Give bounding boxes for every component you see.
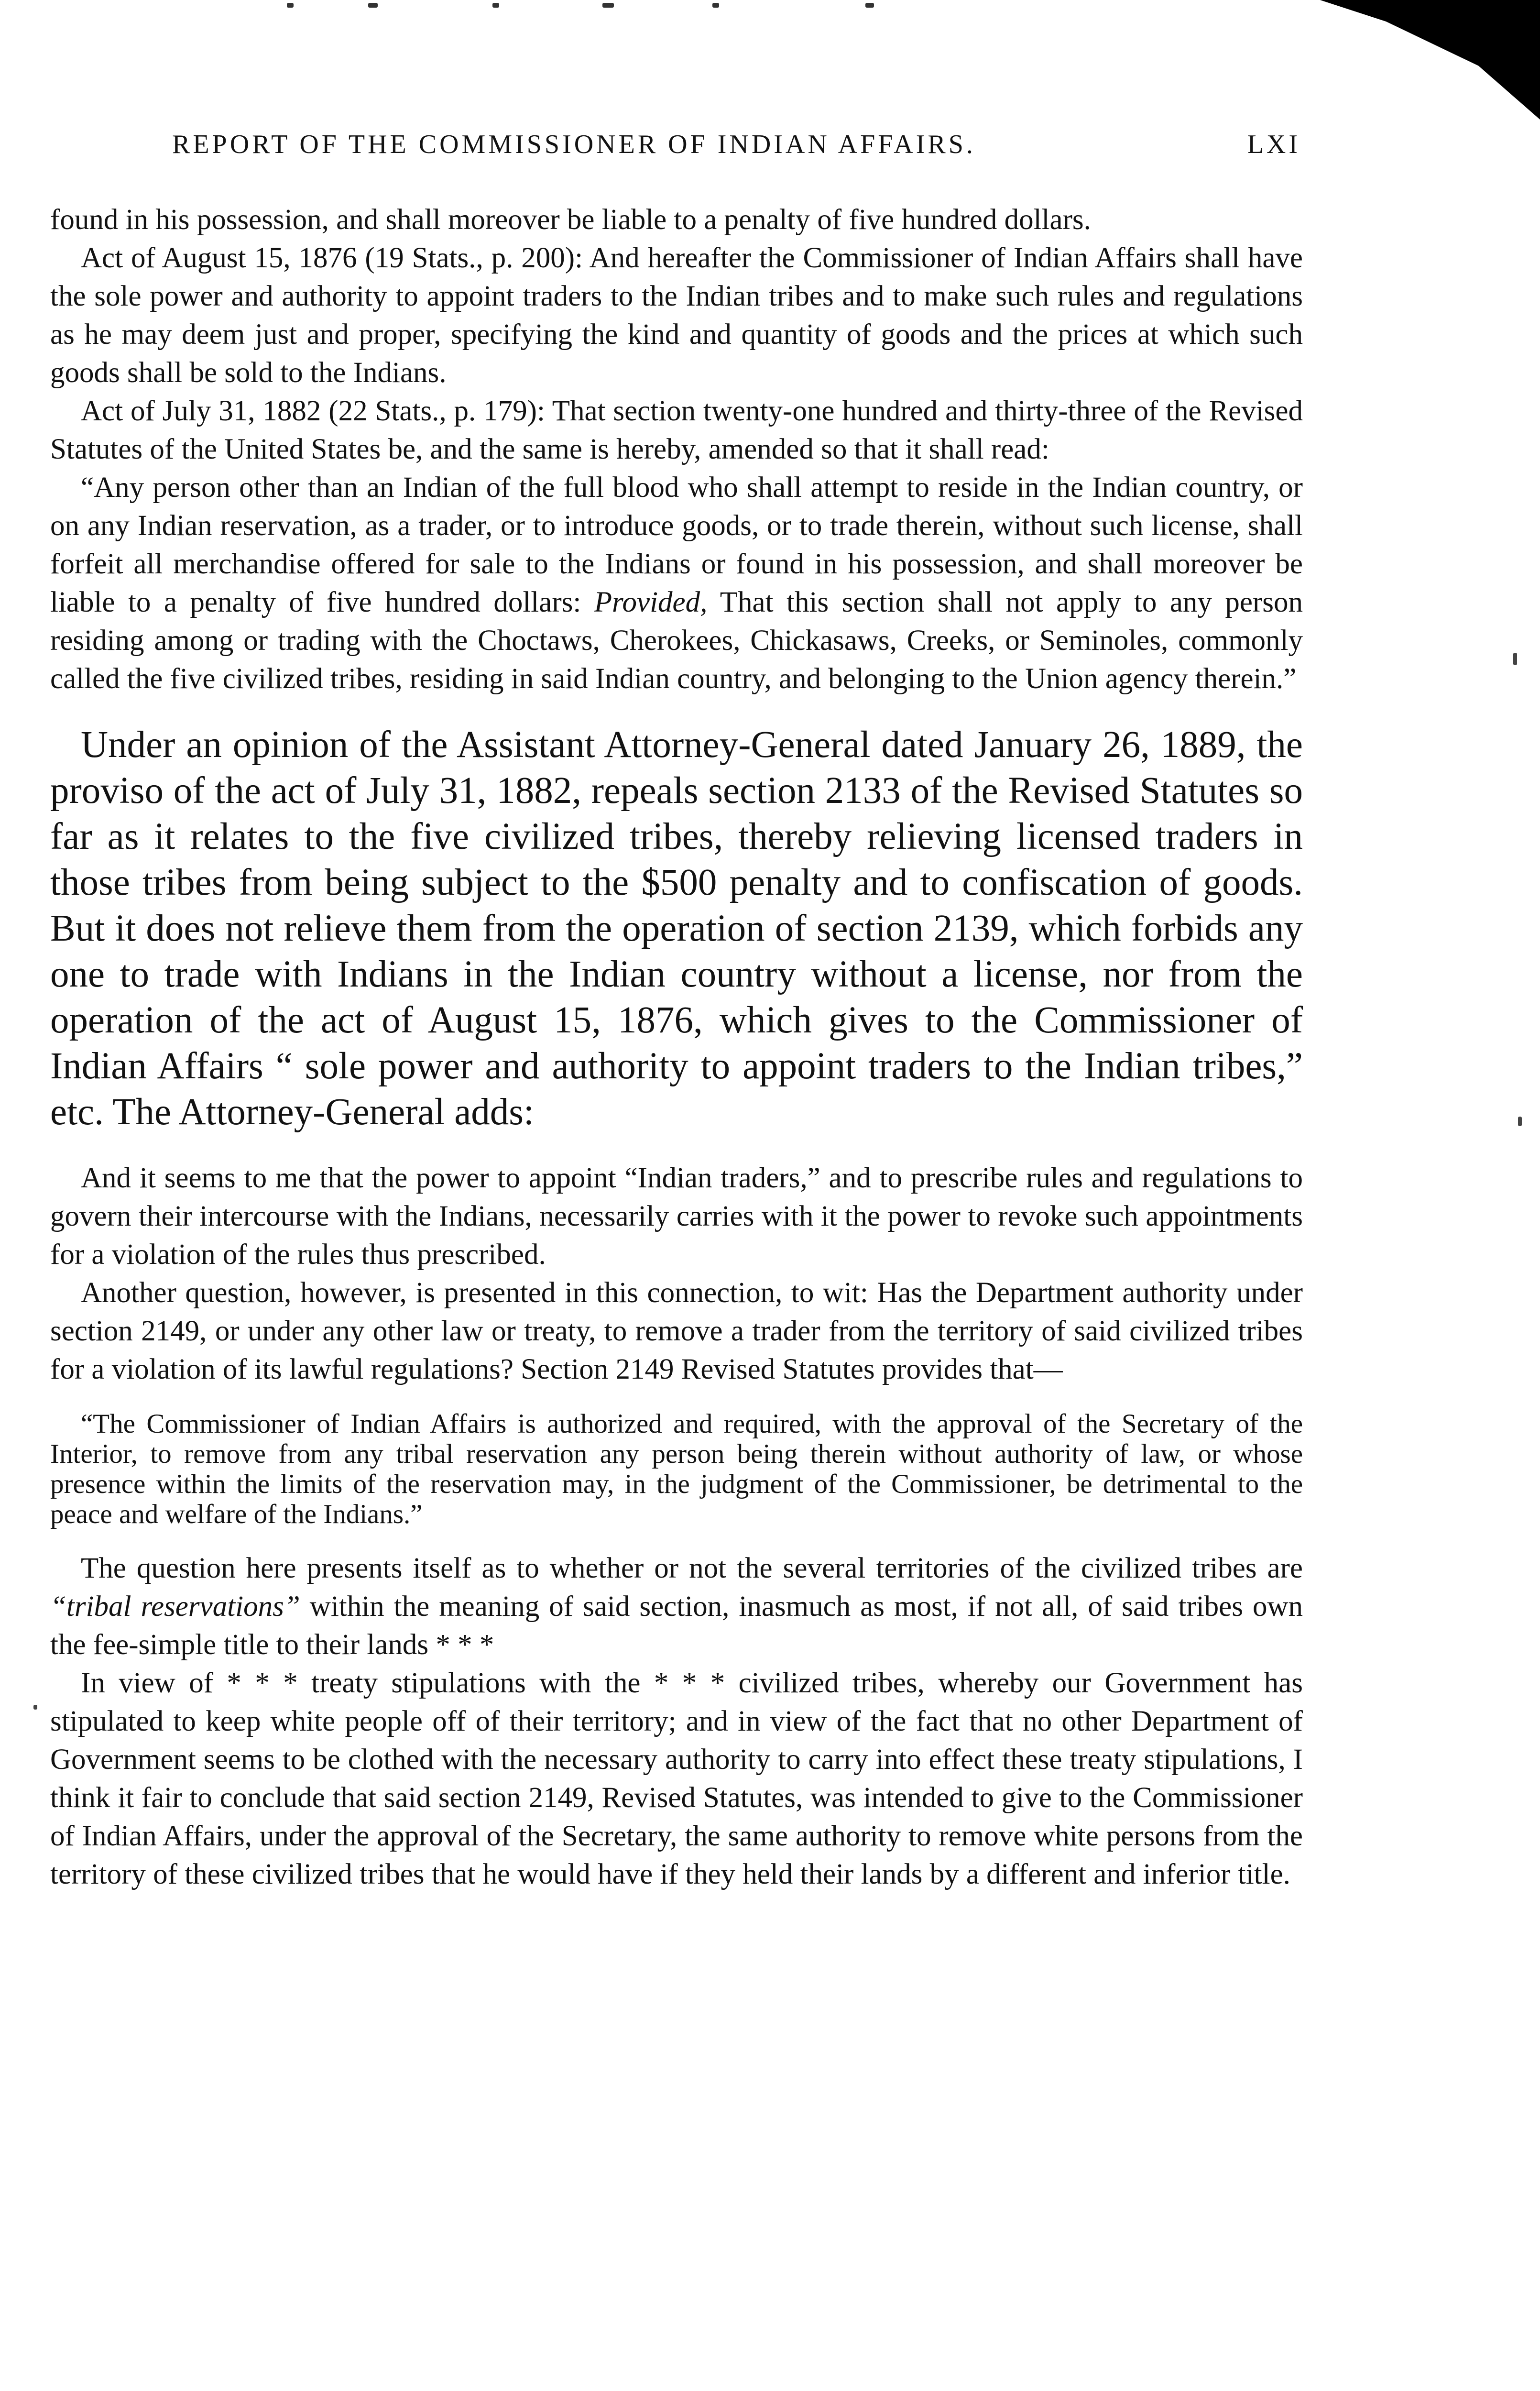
continuation-paragraph: found in his possession, and shall moreover be liable to a penalty of five hundred dollars. — [50, 204, 1091, 236]
quoted-section-2133-text: “Any person other than an Indian of the full blood who shall attempt to reside in the Indian country, or on any Indian reservation, as a trader, or to introduce goods, or to trade therein, without such license, shall forfeit all merchandise offered for sale to the Indians or found in his possession, and shall moreover be liable to a penalty of five hundred dollars: — [50, 472, 1303, 618]
proviso-word: Provided, — [594, 586, 708, 618]
scan-page-edge-shadow — [1320, 0, 1540, 120]
nested-quote-section-2149: “The Commissioner of Indian Affairs is authorized and required, with the approval of the Secretary of the Interior, to remove from any tribal reservation any person being therein without authority of law, or whose presence within the limits of the reservation may, in the judgment of the Commissioner, be detrimental to the peace and welfare of the Indians.” — [50, 1409, 1303, 1529]
statute-paragraph-1882: Act of July 31, 1882 (22 Stats., p. 179): That section twenty-one hundred and thirty-three of the Revised Statutes of the United States be, and the same is hereby, amended so that it shall read: — [50, 395, 1303, 465]
scan-margin-mark — [1518, 1117, 1522, 1126]
quoted-section-2133-proviso: That this section shall not apply to any person residing among or trading with the Choctaws, Cherokees, Chickasaws, Creeks, or Seminoles, commonly called the five civilized tribes, residing in said Indian country, and belonging to the Union agency therein.” — [50, 586, 1303, 695]
page-body — [50, 201, 1303, 1894]
paragraph-text: The question here presents itself as to whether or not the several territories of the civilized tribes are — [81, 1552, 1303, 1584]
scan-margin-mark — [1513, 653, 1517, 665]
quoted-section-2133 — [50, 469, 1303, 698]
page-number: LXI — [1247, 130, 1300, 159]
opinion-quote-paragraph-3 — [50, 1549, 1303, 1664]
scan-margin-mark — [33, 1705, 37, 1710]
scan-top-noise — [268, 0, 937, 19]
emphasis-tribal-reservations: “tribal reservations” — [50, 1590, 300, 1623]
statute-paragraph-1876: Act of August 15, 1876 (19 Stats., p. 200): And hereafter the Commissioner of Indian Affairs shall have the sole power and authority to appoint traders to the Indian tribes and to make such rules and regulations as he may deem just and proper, specifying the kind and quantity of goods and the prices at which such goods shall be sold to the Indians. — [50, 242, 1303, 389]
opinion-quote-paragraph-4: In view of * * * treaty stipulations with the * * * civilized tribes, whereby our Government has stipulated to keep white people off of their territory; and in view of the fact that no other Department of Government seems to be clothed with the necessary authority to carry into effect these treaty stipulations, I think it fair to conclude that said section 2149, Revised Statutes, was intended to give to the Commissioner of Indian Affairs, under the approval of the Secretary, the same authority to remove white persons from the territory of these civilized tribes that he would have if they held their lands by a different and inferior title. — [50, 1667, 1303, 1890]
running-title: REPORT OF THE COMMISSIONER OF INDIAN AFFAIRS. — [172, 130, 976, 159]
running-header — [172, 125, 1300, 164]
paragraph-text-continued: within the meaning of said section, inasmuch as most, if not all, of said tribes own the fee-simple title to their lands * * * — [50, 1590, 1303, 1661]
opinion-quote-paragraph-2: Another question, however, is presented in this connection, to wit: Has the Department authority under section 2149, or under any other law or treaty, to remove a trader from the territory of said civilized tribes for a violation of its lawful regulations? Section 2149 Revised Statutes provides that— — [50, 1277, 1303, 1385]
opinion-quote-paragraph-1: And it seems to me that the power to appoint “Indian traders,” and to prescribe rules and regulations to govern their intercourse with the Indians, necessarily carries with it the power to revoke such appointments for a violation of the rules thus prescribed. — [50, 1162, 1303, 1271]
main-paragraph: Under an opinion of the Assistant Attorney-General dated January 26, 1889, the proviso of the act of July 31, 1882, repeals section 2133 of the Revised Statutes so far as it relates to the five civilized tribes, thereby relieving licensed traders in those tribes from being subject to the $500 penalty and to confiscation of goods. But it does not relieve them from the operation of section 2139, which forbids any one to trade with Indians in the Indian country without a license, nor from the operation of the act of August 15, 1876, which gives to the Commissioner of Indian Affairs “ sole power and authority to appoint traders to the Indian tribes,” etc. The Attorney-General adds: — [50, 724, 1303, 1133]
